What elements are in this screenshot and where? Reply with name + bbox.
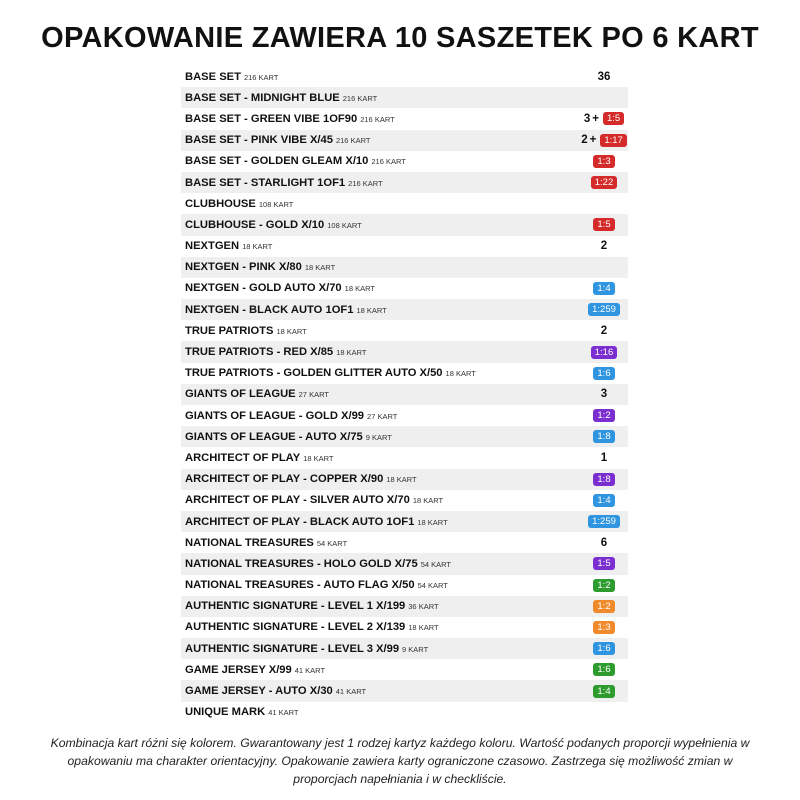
card-count-label: 216 KART — [342, 93, 378, 103]
card-count-label: 216 KART — [348, 178, 383, 188]
card-set-label: NEXTGEN — [185, 240, 240, 253]
card-set-label: BASE SET - GOLDEN GLEAM X/10 — [185, 155, 369, 168]
card-set-label: GAME JERSEY X/99 — [185, 663, 292, 676]
table-row — [181, 469, 628, 490]
card-set-name — [181, 558, 628, 570]
card-set-label: GIANTS OF LEAGUE — [185, 388, 296, 401]
card-set-name — [181, 621, 628, 633]
card-count-label: 18 KART — [356, 305, 387, 315]
odds-badge: 1:6 — [593, 642, 614, 655]
row-value — [581, 579, 627, 592]
footer-disclaimer: Kombinacja kart różni się kolorem. Gwarantowany jest 1 rodzej kartyz każdego koloru. Wartość podanych proporcji wypełnienia w opakowaniu ma charakter orientacyjny. Opakowanie zawiera karty ograniczone czasowo. Zastrzega się możliwość zmian w proporcjach napełniania i w checkliście. — [50, 736, 750, 786]
card-set-name — [181, 155, 628, 167]
table-row — [181, 490, 628, 511]
card-set-label: NATIONAL TREASURES - HOLO GOLD X/75 — [185, 557, 418, 570]
row-value — [581, 367, 627, 380]
card-count-label: 18 KART — [417, 517, 448, 527]
card-set-label: NATIONAL TREASURES - AUTO FLAG X/50 — [185, 579, 415, 592]
card-count-label: 18 KART — [303, 453, 334, 463]
row-value — [581, 685, 627, 698]
table-row — [181, 702, 628, 723]
card-count-label: 27 KART — [367, 411, 398, 421]
row-value — [581, 409, 627, 422]
page-title: OPAKOWANIE ZAWIERA 10 SASZETEK PO 6 KART — [41, 22, 759, 54]
card-set-label: NEXTGEN - BLACK AUTO 1OF1 — [185, 303, 354, 316]
row-value — [581, 325, 627, 337]
row-value — [581, 600, 627, 613]
row-value — [581, 388, 627, 400]
card-count-label: 41 KART — [294, 665, 326, 675]
row-value — [581, 515, 627, 528]
card-count-label: 27 KART — [298, 390, 329, 400]
card-set-name — [181, 473, 628, 485]
card-set-label: BASE SET — [185, 70, 241, 83]
odds-badge: 1:16 — [591, 346, 618, 359]
card-set-label: NEXTGEN - GOLD AUTO X/70 — [185, 282, 342, 295]
table-row — [181, 363, 628, 384]
row-value — [581, 282, 627, 295]
card-set-name — [181, 346, 628, 358]
table-row — [181, 638, 628, 659]
plus-sign: + — [592, 112, 599, 125]
table-row — [181, 299, 628, 320]
card-count-label: 216 KART — [360, 114, 395, 124]
card-set-label: CLUBHOUSE — [185, 197, 256, 210]
card-count-label: 18 KART — [336, 348, 367, 358]
row-value — [581, 303, 627, 316]
card-set-label: AUTHENTIC SIGNATURE - LEVEL 2 X/139 — [185, 621, 406, 634]
card-set-name — [181, 304, 628, 316]
card-set-name — [181, 388, 628, 400]
table-row — [181, 130, 628, 151]
row-value — [581, 430, 627, 443]
cards-per-pack: 3 — [583, 112, 591, 125]
card-set-label: GIANTS OF LEAGUE - AUTO X/75 — [185, 430, 363, 443]
card-count-label: 216 KART — [243, 72, 279, 82]
card-set-name — [181, 537, 628, 549]
odds-badge: 1:3 — [593, 621, 614, 634]
card-count-label: 108 KART — [258, 199, 294, 209]
card-set-label: GIANTS OF LEAGUE - GOLD X/99 — [185, 409, 365, 422]
card-set-label: BASE SET - MIDNIGHT BLUE — [185, 91, 340, 104]
cards-per-pack: 3 — [600, 388, 608, 401]
odds-badge: 1:2 — [593, 579, 614, 592]
card-set-name — [181, 452, 628, 464]
row-value — [581, 134, 627, 147]
card-count-label: 108 KART — [327, 220, 362, 230]
card-set-name — [181, 410, 628, 422]
card-set-name — [181, 92, 628, 104]
odds-badge: 1:4 — [593, 282, 614, 295]
odds-badge: 1:4 — [593, 494, 614, 507]
card-set-label: AUTHENTIC SIGNATURE - LEVEL 1 X/199 — [185, 600, 406, 613]
table-row — [181, 236, 628, 257]
cards-per-pack: 2 — [600, 324, 608, 337]
odds-badge: 1:5 — [593, 218, 614, 231]
card-set-label: NEXTGEN - PINK X/80 — [185, 261, 302, 274]
odds-badge: 1:22 — [591, 176, 618, 189]
row-value — [581, 176, 627, 189]
card-count-label: 54 KART — [316, 538, 348, 548]
row-value — [581, 346, 627, 359]
card-set-name — [181, 113, 628, 125]
row-value — [581, 494, 627, 507]
card-count-label: 41 KART — [335, 687, 367, 697]
card-set-name — [181, 706, 628, 718]
card-set-name — [181, 643, 628, 655]
odds-badge: 1:259 — [588, 303, 620, 316]
card-set-name — [181, 685, 628, 697]
table-row — [181, 87, 628, 108]
cards-per-pack: 2 — [600, 240, 608, 253]
table-row — [181, 193, 628, 214]
odds-badge: 1:5 — [603, 112, 624, 125]
table-row — [181, 596, 628, 617]
odds-badge: 1:4 — [593, 685, 614, 698]
table-row — [181, 553, 628, 574]
card-set-label: UNIQUE MARK — [185, 706, 266, 719]
odds-badge: 1:2 — [593, 600, 614, 613]
table-row — [181, 257, 628, 278]
card-set-name — [181, 240, 628, 252]
card-set-name — [181, 219, 628, 231]
card-count-label: 18 KART — [408, 623, 439, 633]
table-row — [181, 680, 628, 701]
card-count-label: 18 KART — [242, 242, 273, 252]
card-set-label: BASE SET - STARLIGHT 1OF1 — [185, 176, 346, 189]
odds-badge: 1:6 — [593, 663, 614, 676]
table-row — [181, 511, 628, 532]
card-count-label: 216 KART — [371, 157, 406, 167]
card-count-label: 41 KART — [268, 708, 299, 718]
card-count-label: 54 KART — [417, 581, 448, 591]
card-set-name — [181, 579, 628, 591]
card-count-label: 18 KART — [386, 475, 417, 485]
row-value — [581, 537, 627, 549]
table-row — [181, 320, 628, 341]
row-value — [581, 663, 627, 676]
table-row — [181, 447, 628, 468]
cards-per-pack: 2 — [581, 134, 588, 147]
odds-badge: 1:8 — [593, 473, 614, 486]
card-set-label: TRUE PATRIOTS - RED X/85 — [185, 346, 334, 359]
odds-badge: 1:2 — [593, 409, 614, 422]
card-set-name — [181, 198, 628, 210]
row-value — [581, 112, 627, 125]
row-value — [581, 71, 627, 83]
card-set-label: BASE SET - PINK VIBE X/45 — [185, 134, 333, 147]
odds-badge: 1:17 — [600, 134, 627, 147]
card-set-label: ARCHITECT OF PLAY - SILVER AUTO X/70 — [185, 494, 410, 507]
table-row — [181, 384, 628, 405]
cards-per-pack: 1 — [600, 451, 608, 464]
card-set-name — [181, 431, 628, 443]
row-value — [581, 557, 627, 570]
odds-badge: 1:5 — [593, 557, 614, 570]
card-count-label: 18 KART — [412, 496, 444, 506]
card-set-name — [181, 71, 628, 83]
odds-badge: 1:8 — [593, 430, 614, 443]
card-count-label: 18 KART — [276, 326, 307, 336]
card-set-name — [181, 664, 628, 676]
checklist-table — [181, 66, 628, 723]
card-count-label: 216 KART — [335, 136, 371, 146]
row-value — [581, 452, 627, 464]
card-count-label: 18 KART — [344, 284, 375, 294]
card-count-label: 18 KART — [304, 263, 336, 273]
card-set-name — [181, 325, 628, 337]
card-set-label: TRUE PATRIOTS — [185, 324, 274, 337]
table-row — [181, 575, 628, 596]
table-row — [181, 151, 628, 172]
card-set-label: CLUBHOUSE - GOLD X/10 — [185, 218, 325, 231]
row-value — [581, 240, 627, 252]
card-set-label: GAME JERSEY - AUTO X/30 — [185, 685, 333, 698]
card-set-name — [181, 494, 628, 506]
table-row — [181, 405, 628, 426]
card-set-name — [181, 177, 628, 189]
row-value — [581, 621, 627, 634]
row-value — [581, 218, 627, 231]
cards-per-pack: 6 — [600, 536, 608, 549]
odds-badge: 1:3 — [593, 155, 614, 168]
card-count-label: 36 KART — [408, 602, 439, 612]
cards-per-pack: 36 — [597, 70, 611, 83]
card-set-label: AUTHENTIC SIGNATURE - LEVEL 3 X/99 — [185, 642, 400, 655]
table-row — [181, 108, 628, 129]
plus-sign: + — [589, 134, 597, 147]
card-set-name — [181, 134, 628, 146]
odds-badge: 1:6 — [593, 367, 614, 380]
card-set-name — [181, 516, 628, 528]
card-set-label: NATIONAL TREASURES — [185, 536, 314, 549]
table-row — [181, 532, 628, 553]
table-row — [181, 426, 628, 447]
row-value — [581, 155, 627, 168]
card-set-label: ARCHITECT OF PLAY - COPPER X/90 — [185, 473, 384, 486]
card-set-label: ARCHITECT OF PLAY — [185, 451, 301, 464]
table-row — [181, 617, 628, 638]
card-count-label: 9 KART — [402, 644, 429, 654]
card-set-label: ARCHITECT OF PLAY - BLACK AUTO 1OF1 — [185, 515, 415, 528]
table-row — [181, 66, 628, 87]
card-set-name — [181, 282, 628, 294]
card-count-label: 9 KART — [365, 432, 392, 442]
odds-badge: 1:259 — [588, 515, 620, 528]
card-count-label: 54 KART — [420, 559, 451, 569]
card-set-label: TRUE PATRIOTS - GOLDEN GLITTER AUTO X/50 — [185, 367, 443, 380]
table-row — [181, 341, 628, 362]
row-value — [581, 473, 627, 486]
table-row — [181, 278, 628, 299]
card-set-name — [181, 367, 628, 379]
card-set-name — [181, 600, 628, 612]
row-value — [581, 642, 627, 655]
card-count-label: 18 KART — [445, 369, 476, 379]
table-row — [181, 214, 628, 235]
card-set-name — [181, 261, 628, 273]
table-row — [181, 659, 628, 680]
table-row — [181, 172, 628, 193]
card-set-label: BASE SET - GREEN VIBE 1OF90 — [185, 112, 358, 125]
